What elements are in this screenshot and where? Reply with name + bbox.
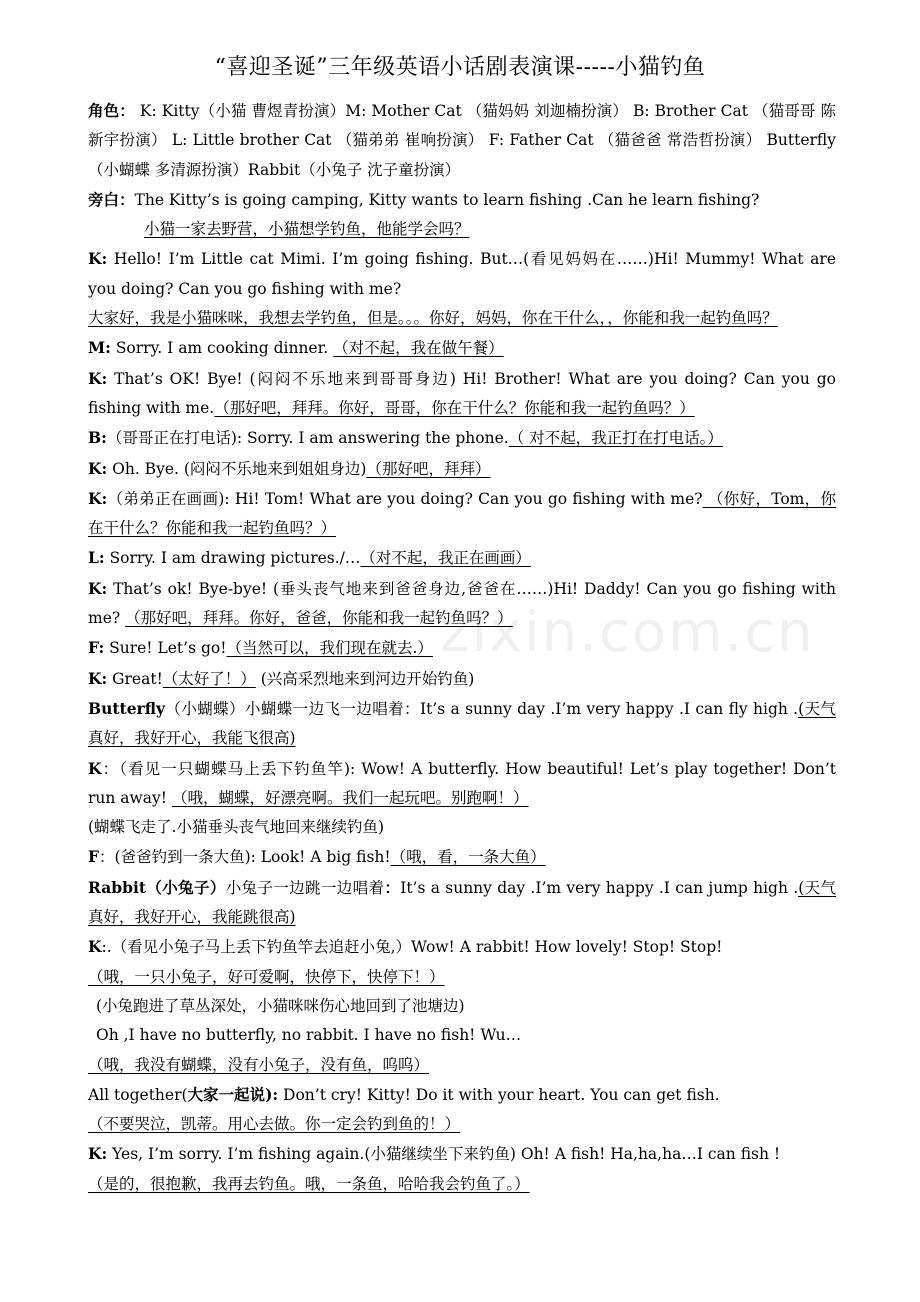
dialogue-line [88, 633, 836, 663]
line-text: ：（看见一只蝴蝶马上丢下钓鱼竿): Wow! A butterfly. How beautiful! Let’s play together! Don’t run away! [88, 759, 836, 807]
line-translation: （对不起，我在做午餐） [333, 339, 504, 358]
dialogue-line [88, 543, 836, 573]
narrator-line [88, 185, 836, 215]
narrator-text: The Kitty’s is going camping, Kitty wants to learn fishing .Can he learn fishing? [134, 190, 760, 209]
dialogue-line [88, 694, 836, 754]
line-translation: （哦，一只小兔子，好可爱啊，快停下，快停下！） [88, 967, 445, 986]
narrator-translation: 小猫一家去野营，小猫想学钓鱼，他能学会吗？ [144, 220, 470, 239]
dialogue-line [88, 664, 836, 694]
dialogue-line [88, 454, 836, 484]
line-translation: （哦，蝴蝶，好漂亮啊。我们一起玩吧。别跑啊！） [171, 788, 529, 807]
line-translation: （哦，看，一条大鱼） [390, 848, 546, 867]
dialogue-line [88, 484, 836, 544]
line-text: Great! [107, 669, 163, 688]
dialogue-line [88, 423, 836, 453]
speaker-suffix: ): [265, 1084, 279, 1104]
line-translation: （那好吧，拜拜） [366, 459, 491, 478]
speaker: L: [88, 548, 105, 568]
dialogue-line [88, 364, 836, 424]
translation-line [88, 1051, 836, 1080]
roles-text: K: Kitty（小猫 曹煜青扮演）M: Mother Cat （猫妈妈 刘迦楠扮演） B: Brother Cat （猫哥哥 陈新宇扮演） L: Little brother Cat （猫弟弟 崔响扮演） F: Father Cat （猫爸爸 常浩哲扮演） Butterfly（小蝴蝶 多清源扮演）Rabbit（小兔子 沈子童扮演） [88, 102, 836, 179]
roles-label: 角色： [88, 101, 135, 120]
line-text: Sorry. I am cooking dinner. [110, 339, 334, 358]
speaker: F [88, 847, 100, 867]
speaker: Butterfly [88, 698, 165, 718]
translation-line [88, 963, 836, 992]
line-text: It’s a sunny day .I’m very happy .I can jump high . [400, 878, 799, 897]
page-title: “喜迎圣诞”三年级英语小话剧表演课-----小猫钓鱼 [214, 55, 706, 80]
line-text: （哥哥正在打电话): Sorry. I am answering the phone. [106, 429, 509, 448]
speaker: B: [88, 428, 107, 448]
speaker: K [88, 758, 102, 778]
line-translation: （不要哭泣，凯蒂。用心去做。你一定会钓到鱼的！） [88, 1115, 461, 1134]
line-translation: （是的，很抱歉，我再去钓鱼。哦，一条鱼，哈哈我会钓鱼了。） [88, 1174, 530, 1193]
line-text: Don’t cry! Kitty! Do it with your heart. You can get fish. [278, 1085, 720, 1104]
line-translation: (天气真好，我好开心，我能飞很高) [88, 699, 836, 748]
speaker: 大家一起说 [187, 1084, 266, 1104]
stage-direction: (兴高采烈地来到河边开始钓鱼) [255, 669, 475, 688]
line-text: Oh. Bye. (闷闷不乐地来到姐姐身边) [107, 459, 367, 478]
translation-line [88, 1170, 836, 1199]
dialogue-line [88, 1139, 836, 1169]
line-text: That’s ok! Bye-bye! (垂头丧气地来到爸爸身边,爸爸在……)Hi! Daddy! Can you go fishing with me? [88, 579, 836, 628]
line-translation: （那好吧，拜拜。你好，哥哥，你在干什么？你能和我一起钓鱼吗？） [214, 398, 695, 417]
line-text: （小蝴蝶）小蝴蝶一边飞一边唱着：It’s a sunny day .I’m very happy .I can fly high . [165, 699, 799, 718]
dialogue-line [88, 244, 836, 304]
line-text: （弟弟正在画画): Hi! Tom! What are you doing? Can you go fishing with me? [107, 489, 703, 508]
line-translation: （太好了！） [162, 669, 256, 688]
speaker: Rabbit（小兔子） [88, 877, 226, 897]
line-translation: （你好，Tom，你在干什么？你能和我一起钓鱼吗？） [88, 489, 837, 538]
dialogue-line [88, 754, 836, 814]
line-translation: (天气真好，我好开心，我能跳很高) [88, 878, 836, 927]
dialogue-line [88, 574, 836, 634]
speaker: K: [88, 668, 108, 688]
speaker: K: [88, 578, 108, 598]
line-text: :.（看见小兔子马上丢下钓鱼竿去追赶小兔,）Wow! A rabbit! How lovely! Stop! Stop! [101, 938, 723, 957]
dialogue-line [88, 873, 836, 933]
translation-line [88, 1110, 836, 1139]
speaker-prefix: All together( [88, 1085, 188, 1104]
stage-direction-line [88, 992, 836, 1021]
stage-direction: (蝴蝶飞走了.小猫垂头丧气地回来继续钓鱼) [88, 818, 385, 837]
colon: ： [384, 877, 401, 897]
line-text: Hello! I’m Little cat Mimi. I’m going fishing. But…(看见妈妈在……)Hi! Mummy! What are you doing? Can you go fishing with me? [88, 250, 836, 298]
speaker: K [88, 937, 102, 957]
line-translation: （哦，我没有蝴蝶，没有小兔子，没有鱼，呜呜） [88, 1055, 430, 1074]
line-translation: （那好吧，拜拜。你好，爸爸，你能和我一起钓鱼吗？） [125, 609, 513, 628]
dialogue-line [88, 333, 836, 363]
dialogue-line [88, 932, 836, 962]
roles-paragraph [88, 96, 836, 185]
stage-direction: (小兔跑进了草丛深处，小猫咪咪伤心地回到了池塘边) [96, 996, 465, 1015]
line-text: Sorry. I am drawing pictures./… [104, 549, 361, 568]
dialogue-line [88, 842, 836, 872]
line-translation: 大家好，我是小猫咪咪，我想去学钓鱼，但是。。。你好，妈妈，你在干什么，，你能和我一起钓鱼吗？ [88, 309, 778, 328]
line-translation: （对不起，我正在画画） [360, 549, 531, 568]
line-text: Oh ,I have no butterfly, no rabbit. I have no fish! Wu… [96, 1026, 522, 1045]
speaker: K: [88, 458, 108, 478]
speaker: K: [88, 368, 108, 388]
speaker: F: [88, 638, 105, 658]
dialogue-line [88, 1021, 836, 1050]
line-text: ：(爸爸钓到一条大鱼): Look! A big fish! [99, 848, 391, 867]
dialogue-line [88, 1080, 836, 1110]
watermark: zixin.com.cn [440, 600, 815, 665]
speaker: M: [88, 338, 111, 358]
speaker: K: [88, 1144, 108, 1164]
line-translation: （ 对不起，我正打在打电话。） [508, 429, 723, 448]
line-translation: （当然可以，我们现在就去.） [226, 639, 433, 658]
line-text: Yes, I’m sorry. I’m fishing again.(小猫继续坐下来钓鱼) Oh! A fish! Ha,ha,ha…I can fish ! [107, 1145, 781, 1164]
speaker: K: [88, 249, 108, 269]
narrator-label: 旁白： [88, 189, 135, 209]
stage-direction-line [88, 813, 836, 842]
translation-line [88, 304, 836, 333]
line-text: 小兔子一边跳一边唱着 [225, 878, 385, 897]
narrator-translation-line [88, 215, 836, 244]
script-body [88, 96, 836, 1199]
speaker: K: [88, 488, 108, 508]
line-text: That’s OK! Bye! (闷闷不乐地来到哥哥身边) Hi! Brother! What are you doing? Can you go fishing with me. [88, 369, 836, 417]
line-text: Sure! Let’s go! [104, 639, 227, 658]
